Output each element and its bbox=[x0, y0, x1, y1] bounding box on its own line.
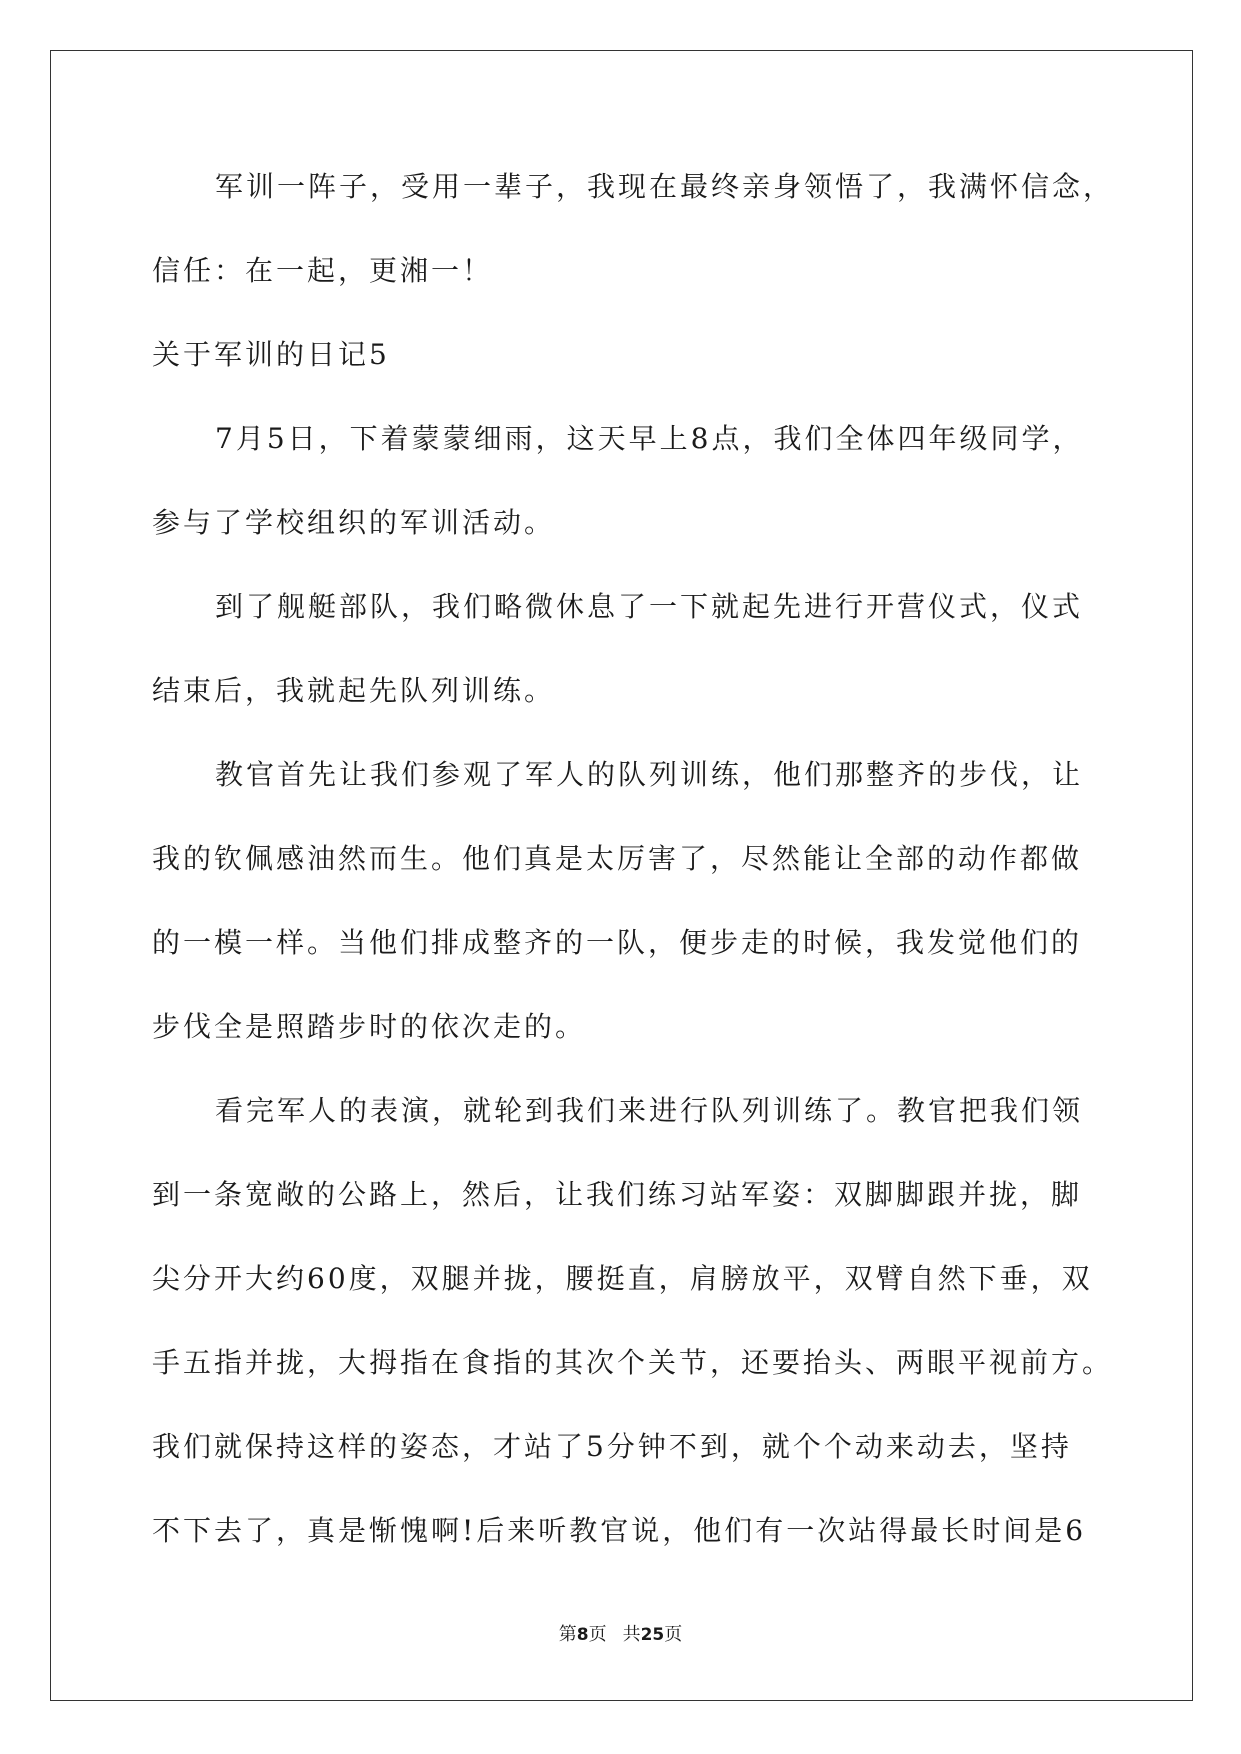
section-heading: 关于军训的日记5 bbox=[152, 338, 390, 371]
page-footer bbox=[0, 1623, 1241, 1647]
paragraph-line: 手五指并拢，大拇指在食指的其次个关节，还要抬头、两眼平视前方。 bbox=[152, 1346, 1114, 1379]
total-prefix: 共 bbox=[622, 1624, 641, 1645]
document-body bbox=[152, 165, 1115, 1593]
paragraph-line: 我的钦佩感油然而生。他们真是太厉害了，尽然能让全部的动作都做 bbox=[152, 842, 1083, 875]
paragraph-line: 到了舰艇部队，我们略微休息了一下就起先进行开营仪式，仪式 bbox=[215, 590, 1084, 623]
paragraph-line: 参与了学校组织的军训活动。 bbox=[152, 506, 556, 539]
paragraph-line: 结束后，我就起先队列训练。 bbox=[152, 674, 556, 707]
total-suffix: 页 bbox=[664, 1624, 683, 1645]
paragraph-line: 步伐全是照踏步时的依次走的。 bbox=[152, 1010, 587, 1043]
page-suffix: 页 bbox=[588, 1624, 607, 1645]
paragraph-line: 7月5日，下着蒙蒙细雨，这天早上8点，我们全体四年级同学， bbox=[215, 422, 1084, 455]
paragraph-line: 军训一阵子，受用一辈子，我现在最终亲身领悟了，我满怀信念， bbox=[215, 170, 1115, 203]
total-pages: 25 bbox=[640, 1625, 665, 1645]
paragraph-line: 不下去了，真是惭愧啊!后来听教官说，他们有一次站得最长时间是6 bbox=[152, 1514, 1087, 1547]
paragraph-line: 信任：在一起，更湘一！ bbox=[152, 254, 494, 287]
page-prefix: 第 bbox=[558, 1624, 577, 1645]
paragraph-line: 看完军人的表演，就轮到我们来进行队列训练了。教官把我们领 bbox=[215, 1094, 1084, 1127]
paragraph-line: 我们就保持这样的姿态，才站了5分钟不到，就个个动来动去，坚持 bbox=[152, 1430, 1072, 1463]
paragraph-line: 尖分开大约60度，双腿并拢，腰挺直，肩膀放平，双臂自然下垂，双 bbox=[152, 1262, 1093, 1295]
page-number: 8 bbox=[576, 1625, 589, 1645]
paragraph-line: 的一模一样。当他们排成整齐的一队，便步走的时候，我发觉他们的 bbox=[152, 926, 1083, 959]
paragraph-line: 教官首先让我们参观了军人的队列训练，他们那整齐的步伐，让 bbox=[215, 758, 1084, 791]
paragraph-line: 到一条宽敞的公路上，然后，让我们练习站军姿：双脚脚跟并拢，脚 bbox=[152, 1178, 1083, 1211]
